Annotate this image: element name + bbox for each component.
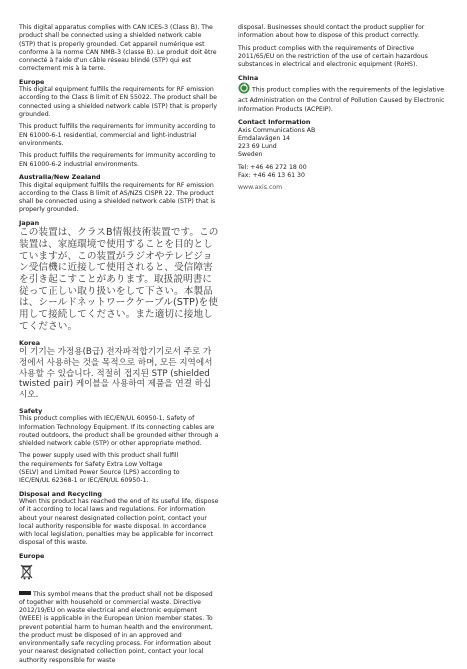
weee-bar-icon xyxy=(19,590,31,598)
safety-p2: The power supply used with this product shall fulfill the requirements for Safety Extra Low Voltage (SELV) and Limited Power Source (LPS) according to IEC/EN/UL 62368-1 or IEC/EN/UL 60950-1. xyxy=(19,452,180,485)
korea-text: 이 기기는 가정용(B급) 전자파적합기기로서 주로 가정에서 사용하는 것을 목적으로 하며, 모든 지역에서 사용할 수 있습니다. 적절히 접지된 STP (shielded twisted pair) 케이블을 사용하여 제품을 연결 하십시오. xyxy=(19,347,213,401)
japan-heading: Japan xyxy=(19,218,40,227)
australia-heading: Australia/New Zealand xyxy=(19,173,101,182)
canada-statement: This digital apparatus complies with CAN ICES-3 (Class B). The product shall be connected using a shielded network cable (STP) that is properly grounded. Cet appareil numérique est conforme à la norme CAN NMB-3 (classe B). Le produit doit être connecté à l'aide d'un câble réseau blindé (STP) qui est correctement mis à la terre. xyxy=(19,24,217,73)
europe-p2: This product fulfills the requirements for immunity according to EN 61000-6-1 residential, commercial and light-industrial environments. xyxy=(19,123,216,147)
china-p1: This product complies with the requirements of the legislative act Administration on the Control of Pollution Caused by Electronic Information Products (ACPEIP). xyxy=(238,82,450,114)
right-column xyxy=(238,24,450,197)
contact-phone: Tel: +46 46 272 18 00 Fax: +46 46 13 61 30 xyxy=(238,163,307,180)
europe-heading: Europe xyxy=(19,77,45,86)
left-column xyxy=(19,24,219,669)
safety-p1: This product complies with IEC/EN/UL 60950-1, Safety of Information Technology Equipment. If its connecting cables are routed outdoors, the product shall be grounded either through a shielded network cable (STP) or other appropriate method. xyxy=(19,415,219,448)
china-recycle-icon xyxy=(238,82,250,97)
weee-bin-icon xyxy=(19,562,219,587)
contact-url[interactable]: www.axis.com xyxy=(238,184,283,192)
europe-p3: This product fulfills the requirements for immunity according to EN 61000-6-2 industrial environments. xyxy=(19,152,216,168)
safety-heading: Safety xyxy=(19,406,43,415)
rohs-statement: This product complies with the requirements of Directive 2011/65/EU on the restriction of the use of certain hazardous substances in electrical and electronic equipment (RoHS). xyxy=(238,44,428,69)
disposal-cont-p1: disposal. Businesses should contact the product supplier for information about how to dispose of this product correctly. xyxy=(238,24,425,40)
europe-p1: This digital equipment fulfills the requirements for RF emission according to the Class B limit of EN 55022. The product shall be connected using a shielded network cable (STP) that is properly grounded. xyxy=(19,86,217,118)
disposal-p1: When this product has reached the end of its useful life, dispose of it according to local laws and regulations. For information about your nearest designated collection point, contact your local authority responsible for waste disposal. In accordance with local legislation, penalties may be applicable for incorrect disposal of this waste. xyxy=(19,498,219,547)
china-heading: China xyxy=(238,73,259,82)
europe2-p1: This symbol means that the product shall not be disposed of together with household or commercial waste. Directive 2012/19/EU on waste electrical and electronic equipment (WEEE) is applicable in the European Union member states. To prevent potential harm to human health and the environment, the product must be disposed of in an approved and environmentally safe recycling process. For information about your nearest designated collection point, contact your local authority responsible for waste xyxy=(19,590,213,664)
japan-text: この装置は、クラスB情報技術装置です。この装置は、家庭環境で使用することを目的としていますが、この装置がラジオやテレビジョン受信機に近接して使用されると、受信障害を引き起こすことがあります。取扱説明書に従って正しい取り扱いをして下さい。本製品は、シールドネットワークケーブル(STP)を使用して接続してください。また適切に接地してください。 xyxy=(19,227,219,332)
australia-p1: This digital equipment fulfills the requirements for RF emission according to the Class B limit of AS/NZS CISPR 22. The product shall be connected using a shielded network cable (STP) that is properly grounded. xyxy=(19,181,216,214)
europe2-heading: Europe xyxy=(19,551,45,560)
korea-heading: Korea xyxy=(19,338,41,347)
contact-address: Axis Communications AB Emdalavägen 14 223 69 Lund Sweden xyxy=(238,126,316,159)
contact-heading: Contact Information xyxy=(238,118,311,127)
disposal-heading: Disposal and Recycling xyxy=(19,489,102,498)
